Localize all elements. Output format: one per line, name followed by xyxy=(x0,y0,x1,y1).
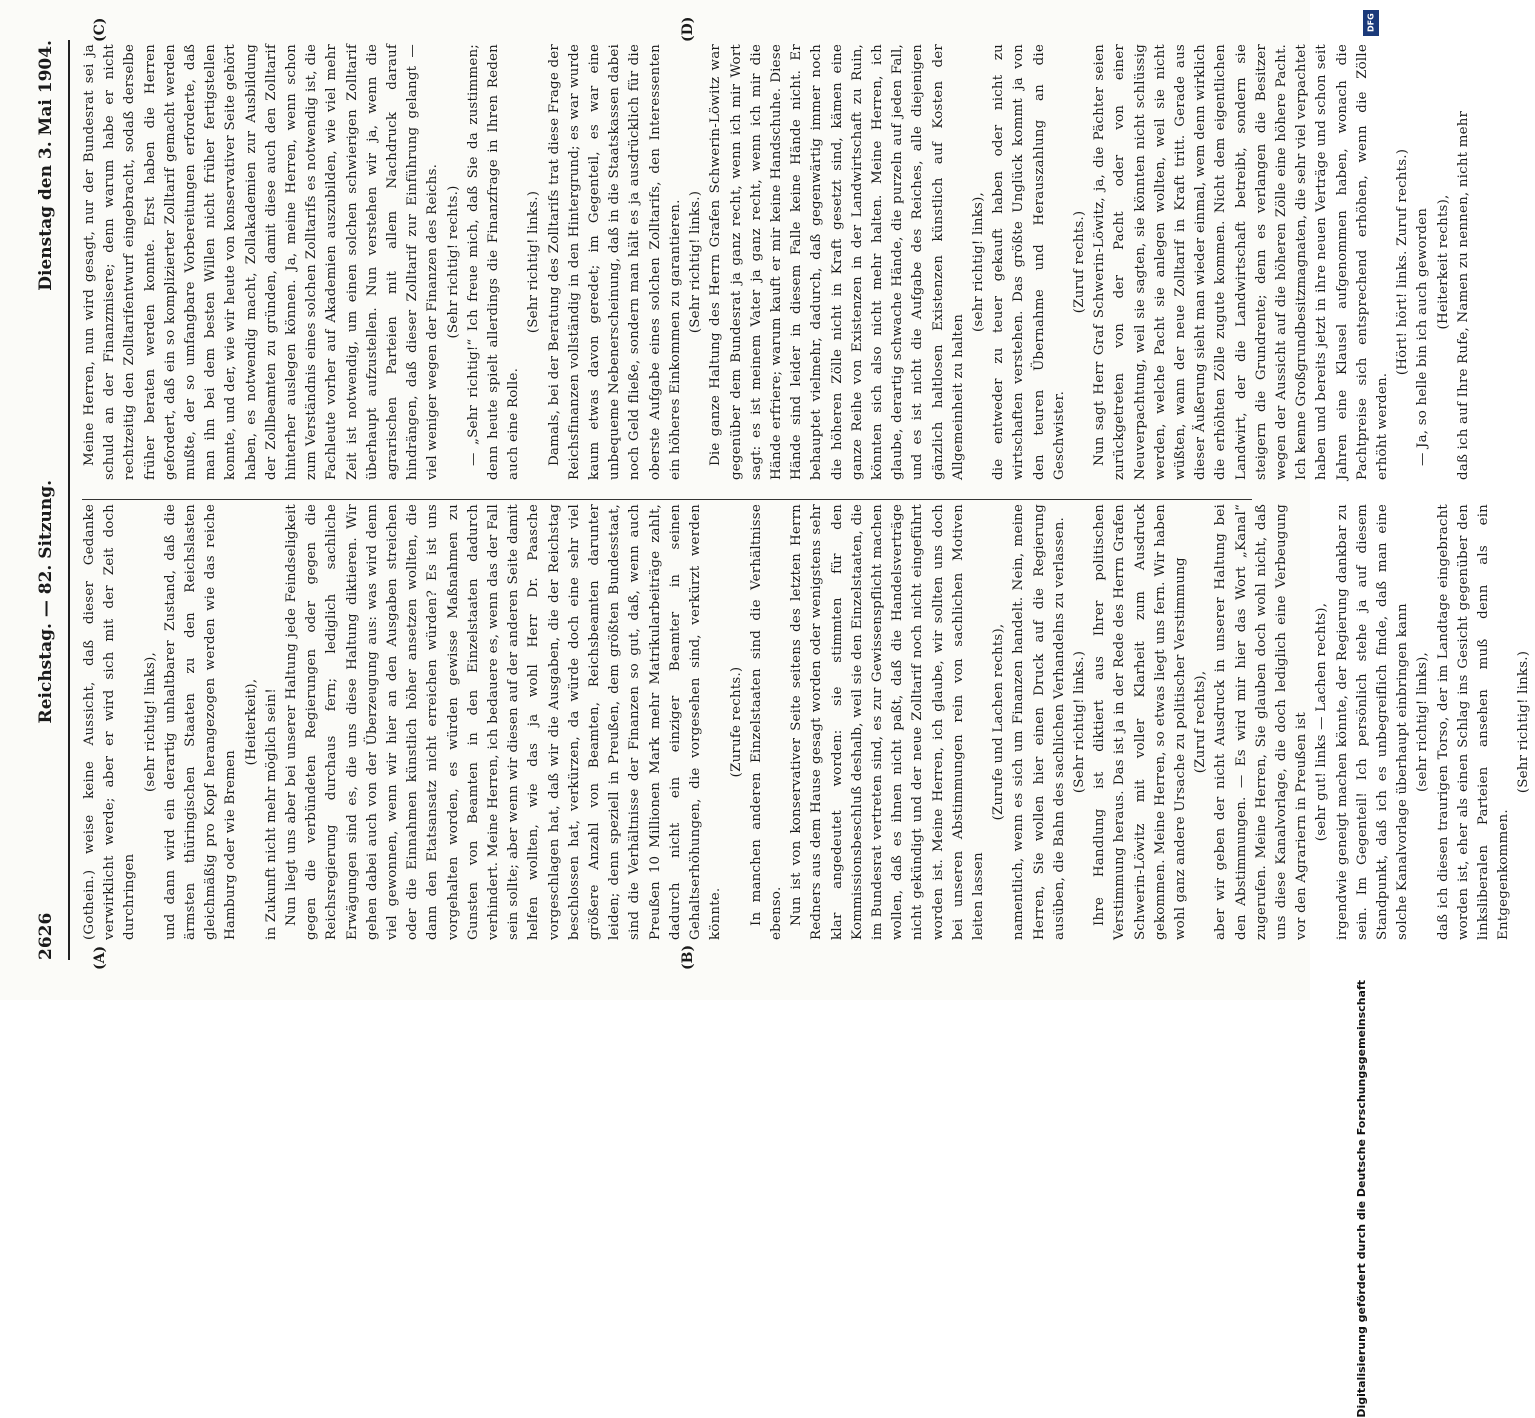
paragraph: In manchen anderen Einzelstaaten sind die Verhältnisse ebenso. xyxy=(748,504,784,940)
interjection: (sehr gut! links — Lachen rechts), xyxy=(1314,602,1330,842)
page-number: 2626 xyxy=(36,912,56,960)
margin-mark-c: (C) xyxy=(92,17,108,42)
paragraph: in Zukunft nicht mehr möglich sein! xyxy=(263,688,279,940)
paragraph: Meine Herren, nun wird gesagt, nur der Bundesrat sei ja schuld an der Finanzmisere; denn warum habe er nicht rechtzeitig den Zolltarifentwurf eingebracht, sodaß derselbe früher beraten werden konnte. Erst haben die Herren gefordert, daß ein so komplizierter Zolltarif gemacht werden mußte, der so umfangbare Vorbereitungen erforderte, daß man ihn bei dem besten Willen nicht früher fertigstellen konnte, und der, wie wir heute von konservativer Seite gehört haben, es notwendig macht, Zollakademien zur Ausbildung der Zollbeamten zu gründen, damit diese auch den Zolltarif hinterher auslegen können. Ja, meine Herren, wenn schon zum Verständnis eines solchen Zolltarifs es notwendig ist, die Fachleute vorher auf Akademien auszubilden, wie viel mehr Zeit ist notwendig, um einen solchen schwierigen Zolltarif überhaupt aufzustellen. Nun verstehen wir ja, wenn die agrarischen Parteien mit allem Nachdruck darauf hindrängen, daß dieser Zolltarif zur Einführung gelangt — viel weniger wegen der Finanzen des Reichs. xyxy=(82,44,441,480)
interjection: (Sehr richtig! links.) xyxy=(1071,650,1087,794)
page-header xyxy=(30,40,62,960)
paragraph: Nun sagt Herr Graf Schwerin-Löwitz, ja, die Pächter seien zurückgetreten von der Pacht oder von einer Neuverpachtung, weil sie sagten, sie könnten nicht schlüssig werden, welche Pacht sie anlegen wollten, weil sie nicht wüßten, wann der neue Zolltarif in Kraft tritt. Gerade aus dieser Äußerung sieht man wieder einmal, wem denn wirklich die erhöhten Zölle zugute kommen. Nicht dem eigentlichen Landwirt, der die Landwirtschaft betreibt, sondern sie steigern die Grundrente; denn es verlangen die Besitzer wegen der Aussicht auf die höheren Zölle eine höhere Pacht. Ich kenne Großgrundbesitzmagnaten, die sehr viel verpachtet haben und bereits jetzt in ihre neuen Verträge und schon seit Jahren eine Klausel aufgenommen haben, wonach die Pachtpreise sich entsprechend erhöhen, wenn die Zölle erhöht werden. xyxy=(1092,44,1390,480)
interjection: (sehr richtig! links), xyxy=(142,651,158,793)
digitization-credit: Digitalisierung gefördert durch die Deutsche Forschungsgemeinschaft xyxy=(1355,980,1368,1418)
interjection: (Zuruf rechts.) xyxy=(1071,210,1087,314)
interjection: (Heiterkeit rechts), xyxy=(1435,194,1451,330)
interjection: (Sehr richtig! links.) xyxy=(526,190,542,334)
paragraph: aber wir geben der nicht Ausdruck in unserer Haltung bei den Abstimmungen. — Es wird mir hier das Wort „Kanal“ zugerufen. Meine Herren, Sie glauben doch wohl nicht, daß uns diese Kanalvorlage, die doch lediglich eine Verbeugung vor den Agrariern in Preußen ist xyxy=(1213,504,1310,940)
paragraph: (Gothein.) weise keine Aussicht, daß dieser Gedanke verwirklicht werde; aber er wird sich mit der Zeit doch durchringen xyxy=(82,504,138,940)
paragraph: Nun ist von konservativer Seite seitens des letzten Herrn Redners aus dem Hause gesagt worden oder wenigstens sehr klar angedeutet worden: sie stimmten für den Kommissionsbeschluß deshalb, weil sie den Einzelstaaten, die im Bundesrat vertreten sind, es zur Gewissenspflicht machen wollen, daß es ihnen nicht paßt, daß die Handelsverträge nicht gekündigt und der neue Zolltarif noch nicht eingeführt worden ist. Meine Herren, ich glaube, wir sollten uns doch bei unseren Abstimmungen rein von sachlichen Motiven leiten lassen xyxy=(789,504,986,940)
interjection: (Sehr richtig! links.) xyxy=(1516,650,1532,794)
column-divider xyxy=(82,499,1252,500)
paragraph: daß ich diesen traurigen Torso, der im Landtage eingebracht worden ist, eher als einen Schlag ins Gesicht gegenüber den linksliberalen Parteien ansehen muß denn als ein Entgegenkommen. xyxy=(1435,504,1512,940)
paragraph: Ihre Handlung ist diktiert aus Ihrer politischen Verstimmung heraus. Das ist ja in der Rede des Herrn Grafen Schwerin-Löwitz mit voller Klarheit zum Ausdruck gekommen. Meine Herren, so etwas liegt uns fern. Wir haben wohl ganz andere Ursache zu politischer Verstimmung xyxy=(1092,504,1188,940)
paragraph: und dann wird ein derartig unhaltbarer Zustand, daß die ärmsten thüringischen Staaten zu den Reichslasten gleichmäßig pro Kopf herangezogen werden wie das reiche Hamburg oder wie Bremen xyxy=(162,504,239,940)
margin-mark-a: (A) xyxy=(92,945,108,970)
session-title: Reichstag. — 82. Sitzung. xyxy=(36,479,56,724)
interjection: (Zuruf rechts), xyxy=(1193,670,1209,774)
margin-mark-d: (D) xyxy=(680,16,696,42)
paragraph: die entweder zu teuer gekauft haben oder nicht zu wirtschaften verstehen. Das größte Unglück kommt ja von den teuren Übernahme und Herauszahlung an die Geschwister. xyxy=(991,44,1067,480)
paragraph: — „Sehr richtig!“ Ich freue mich, daß Sie da zustimmen; denn heute spielt allerdings die Finanzfrage in Ihren Reden auch eine Rolle. xyxy=(465,44,522,480)
dfg-logo: DFG xyxy=(1363,10,1379,36)
left-text-column xyxy=(80,504,1532,940)
right-text-column xyxy=(80,44,1471,480)
interjection: (Zurufe rechts.) xyxy=(728,666,744,778)
paragraph: — Ja, so helle bin ich auch geworden xyxy=(1415,207,1431,466)
session-date: Dienstag den 3. Mai 1904. xyxy=(36,40,56,291)
interjection: (Hört! hört! links. Zuruf rechts.) xyxy=(1395,148,1411,376)
paragraph: Nun liegt uns aber bei unserer Haltung jede Feindseligkeit gegen die verbündeten Regierungen oder gegen die Reichsregierung durchaus fern; lediglich sachliche Erwägungen sind es, die uns diese Haltung diktieren. Wir gehen dabei auch von der Überzeugung aus: was wird denn viel gewonnen, wenn wir hier an den Ausgaben streichen oder die Einnahmen künstlich höher ansetzen wollten, die dann den Etatsansatz nicht erreichen würden? Es ist uns vorgehalten worden, es würden gewisse Maßnahmen zu Gunsten von Beamten in den Einzelstaaten dadurch verhindert. Meine Herren, ich bedauere es, wenn das der Fall sein sollte; aber wenn wir diesen auf der anderen Seite damit helfen wollten, wie das ja wohl Herr Dr. Paasche vorgeschlagen hat, daß wir die Ausgaben, die der Reichstag beschlossen hat, verkürzen, da würde doch eine sehr viel größere Anzahl von Beamten, Reichsbeamten darunter leiden; denn speziell in Preußen, dem größten Bundesstaat, sind die Verhältnisse der Finanzen so gut, daß, wenn auch Preußen 10 Millionen Mark mehr Matrikularbeiträge zahlt, dadurch nicht ein einziger Beamter in seinen Gehaltserhöhungen, die vorgesehen sind, verkürzt werden könnte. xyxy=(284,504,724,940)
interjection: (sehr richtig! links), xyxy=(1415,651,1431,793)
paragraph: Die ganze Haltung des Herrn Grafen Schwerin-Löwitz war gegenüber dem Bundesrat ja ganz recht, wenn ich mir Wort sagt: es ist meinem Vater ja ganz recht, wenn ich mir die Hände erfriere; warum kauft er mir keine Handschuhe. Diese Hände sind leider in diesem Falle keine Hände nicht. Er behauptet vielmehr, dadurch, daß gegenwärtig immer noch die höheren Zölle nicht in Kraft gesetzt sind, kämen eine ganze Reihe von Existenzen in der Landwirtschaft zu Ruin, könnten sich also nicht mehr halten. Meine Herren, ich glaube, derartig schwache Hände, die purzeln auf jeden Fall, und es ist nicht die Aufgabe des Reiches, alle diejenigen gänzlich haltlosen Existenzen künstlich auf Kosten der Allgemeinheit zu halten xyxy=(708,44,966,480)
paragraph: irgendwie geneigt machen könnte, der Regierung dankbar zu sein. Im Gegenteil! Ich persönlich stehe ja auf diesem Standpunkt, daß ich es unbegreiflich finde, daß man eine solche Kanalvorlage überhaupt einbringen kann xyxy=(1334,504,1411,940)
paragraph: daß ich auf Ihre Rufe, Namen zu nennen, nicht mehr xyxy=(1455,110,1471,480)
interjection: (Zurufe und Lachen rechts), xyxy=(991,623,1007,821)
paragraph: Damals, bei der Beratung des Zolltarifs trat diese Frage der Reichsfinanzen vollständig in den Hintergrund; es war wurde kaum etwas davon geredet; im Gegenteil, es war eine unbequeme Nebenerscheinung, daß in die Staatskassen dabei noch Geld fließe, sondern man hält es ja ausdrücklich für die oberste Aufgabe eines solchen Zolltarifs, den Interessenten ein höheres Einkommen zu garantieren. xyxy=(546,44,683,480)
paragraph: namentlich, wenn es sich um Finanzen handelt. Nein, meine Herren, Sie wollen hier einen Druck auf die Regierung ausüben, die Bahn des sachlichen Verhandelns zu verlassen. xyxy=(1011,504,1067,940)
interjection: (Sehr richtig! rechts.) xyxy=(445,185,461,339)
interjection: (Sehr richtig! links.) xyxy=(688,190,704,334)
interjection: (sehr richtig! links), xyxy=(970,191,986,333)
interjection: (Heiterkeit), xyxy=(243,678,259,766)
margin-mark-b: (B) xyxy=(680,944,696,970)
header-rule xyxy=(68,40,70,960)
